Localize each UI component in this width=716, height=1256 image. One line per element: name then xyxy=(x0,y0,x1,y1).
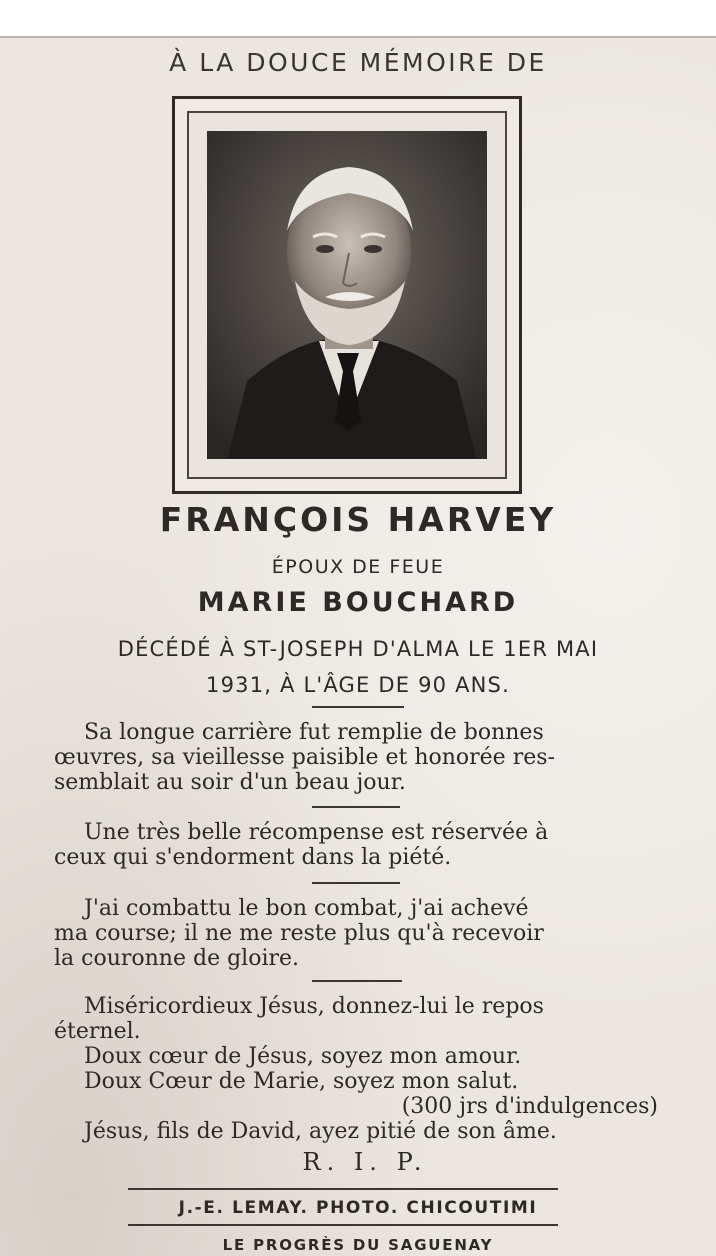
divider-1 xyxy=(312,706,404,708)
paragraph-combat-line-1: J'ai combattu le bon combat, j'ai achevé xyxy=(84,896,529,921)
spouse-intro: ÉPOUX DE FEUE xyxy=(271,556,445,578)
prayers-block xyxy=(54,994,658,1154)
paragraph-career-line-2: œuvres, sa vieillesse paisible et honorée res- xyxy=(54,745,555,770)
paragraph-combat xyxy=(54,896,658,971)
prayer-son-of-david: Jésus, fils de David, ayez pitié de son âme. xyxy=(84,1119,557,1144)
printer-credit: LE PROGRÈS DU SAGUENAY xyxy=(222,1236,494,1254)
deceased-name: FRANÇOIS HARVEY xyxy=(159,500,557,539)
divider-4 xyxy=(312,980,402,982)
paragraph-reward xyxy=(54,820,658,870)
death-details-line-2: 1931, À L'ÂGE DE 90 ANS. xyxy=(206,673,510,697)
prayer-heart-of-mary: Doux Cœur de Marie, soyez mon salut. xyxy=(84,1069,519,1094)
rip-text: R. I. P. xyxy=(302,1148,428,1176)
prayer-misericordieux-cont: éternel. xyxy=(54,1019,141,1044)
paragraph-combat-line-2: ma course; il ne me reste plus qu'à recevoir xyxy=(54,921,544,946)
portrait-photo xyxy=(207,131,487,459)
portrait-illustration xyxy=(207,131,487,459)
divider-3 xyxy=(312,882,400,884)
paragraph-career-line-1: Sa longue carrière fut remplie de bonnes xyxy=(84,720,544,745)
photographer-credit: J.-E. LEMAY. PHOTO. CHICOUTIMI xyxy=(178,1198,538,1218)
prayer-sacred-heart-jesus: Doux cœur de Jésus, soyez mon amour. xyxy=(84,1044,522,1069)
indulgence-note: (300 jrs d'indulgences) xyxy=(401,1094,658,1119)
paragraph-combat-line-3: la couronne de gloire. xyxy=(54,946,300,971)
prayer-misericordieux: Miséricordieux Jésus, donnez-lui le repos xyxy=(84,994,544,1019)
footer-rule-top xyxy=(128,1188,558,1190)
spouse-name: MARIE BOUCHARD xyxy=(197,587,519,618)
paragraph-career-line-3: semblait au soir d'un beau jour. xyxy=(54,770,406,795)
footer-rule-middle xyxy=(128,1224,558,1226)
paragraph-career xyxy=(54,720,658,795)
paragraph-reward-line-1: Une très belle récompense est réservée à xyxy=(84,820,549,845)
divider-2 xyxy=(312,806,400,808)
portrait-inner-frame xyxy=(187,111,507,479)
paragraph-reward-line-2: ceux qui s'endorment dans la piété. xyxy=(54,845,452,870)
portrait-frame xyxy=(172,96,522,494)
card-header: À LA DOUCE MÉMOIRE DE xyxy=(169,48,547,77)
death-details-line-1: DÉCÉDÉ À ST-JOSEPH D'ALMA LE 1ER MAI xyxy=(117,637,599,661)
